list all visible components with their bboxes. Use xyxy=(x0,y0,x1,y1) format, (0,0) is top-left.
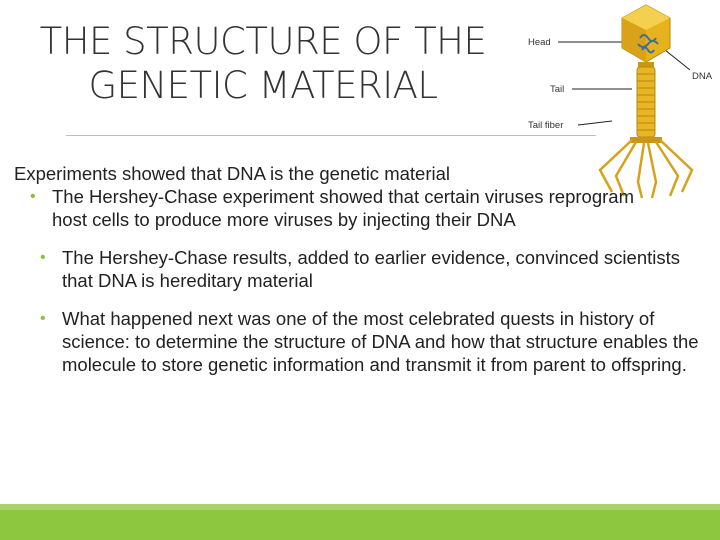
pointer-tail-fiber xyxy=(578,121,612,125)
bullet-1-text: The Hershey-Chase experiment showed that certain viruses reprogram host cells to produce more viruses by injecting their DNA xyxy=(52,186,634,230)
label-head: Head xyxy=(528,37,551,48)
bullet-1 xyxy=(30,185,662,231)
slide-title-line-1: THE STRUCTURE OF THE xyxy=(39,20,487,63)
slide-title xyxy=(18,20,508,108)
label-dna: DNA xyxy=(692,71,713,82)
collar xyxy=(638,62,654,67)
label-tail-fiber: Tail fiber xyxy=(528,120,564,131)
slide-title-line-2: GENETIC MATERIAL xyxy=(88,64,438,107)
bullet-marker: • xyxy=(40,310,46,327)
slide-body xyxy=(14,162,714,376)
lead-statement: Experiments showed that DNA is the genetic material xyxy=(14,163,450,184)
bullet-2 xyxy=(40,246,707,292)
label-tail: Tail xyxy=(550,84,565,95)
bullet-3-text: What happened next was one of the most celebrated quests in history of science: to determine the structure of DNA and how that structure enables the molecule to store genetic information and transmit it from parent to offspring. xyxy=(62,308,699,375)
bullet-marker: • xyxy=(40,249,46,266)
title-divider xyxy=(66,135,596,136)
bullet-2-text: The Hershey-Chase results, added to earlier evidence, convinced scientists that DNA is hereditary material xyxy=(62,247,681,291)
pointer-dna xyxy=(665,50,690,70)
footer-accent-band xyxy=(0,504,720,540)
bullet-marker: • xyxy=(30,188,36,205)
bullet-3 xyxy=(40,307,707,376)
